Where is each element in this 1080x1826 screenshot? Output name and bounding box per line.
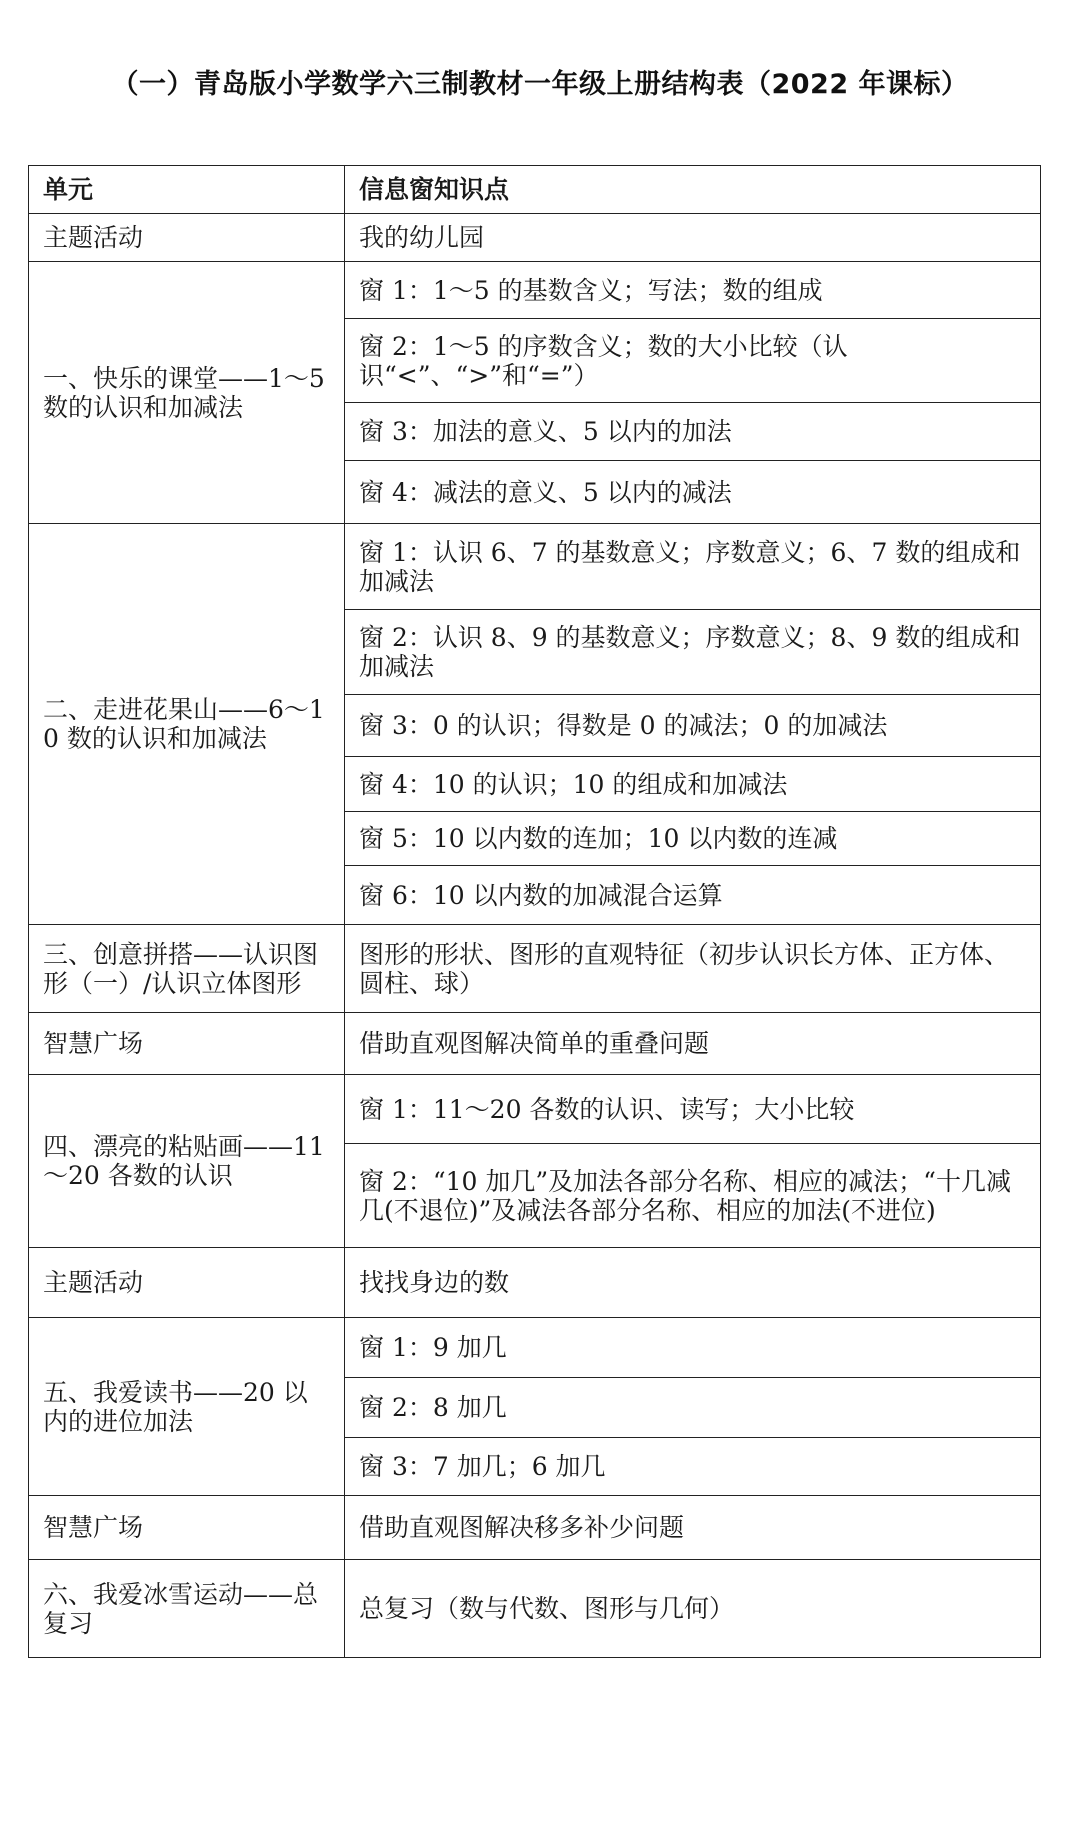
header-unit: 单元 <box>29 166 345 214</box>
unit-cell: 四、漂亮的粘贴画——11～20 各数的认识 <box>29 1075 345 1248</box>
knowledge-cell: 找找身边的数 <box>345 1248 1041 1318</box>
unit-cell: 智慧广场 <box>29 1013 345 1075</box>
unit-cell: 三、创意拼搭——认识图形（一）/认识立体图形 <box>29 925 345 1013</box>
table-row <box>29 1013 1041 1075</box>
knowledge-cell: 窗 6：10 以内数的加减混合运算 <box>345 866 1041 925</box>
knowledge-cell: 窗 2：“10 加几”及加法各部分名称、相应的减法；“十几减几(不退位)”及减法各部分名称、相应的加法(不进位) <box>345 1144 1041 1248</box>
knowledge-cell: 窗 3：7 加几；6 加几 <box>345 1438 1041 1496</box>
unit-cell: 主题活动 <box>29 1248 345 1318</box>
table-header-row <box>29 166 1041 214</box>
table-row <box>29 1560 1041 1658</box>
knowledge-cell: 窗 1：1～5 的基数含义；写法；数的组成 <box>345 262 1041 319</box>
unit-cell: 一、快乐的课堂——1～5 数的认识和加减法 <box>29 262 345 524</box>
knowledge-cell: 借助直观图解决简单的重叠问题 <box>345 1013 1041 1075</box>
knowledge-cell: 窗 1：11～20 各数的认识、读写；大小比较 <box>345 1075 1041 1144</box>
knowledge-cell: 总复习（数与代数、图形与几何） <box>345 1560 1041 1658</box>
knowledge-cell: 窗 4：减法的意义、5 以内的减法 <box>345 461 1041 524</box>
knowledge-cell: 窗 5：10 以内数的连加；10 以内数的连减 <box>345 812 1041 866</box>
knowledge-cell: 窗 1：9 加几 <box>345 1318 1041 1378</box>
knowledge-cell: 窗 3：加法的意义、5 以内的加法 <box>345 403 1041 461</box>
structure-table <box>28 165 1041 1658</box>
table-row <box>29 524 1041 610</box>
unit-cell: 五、我爱读书——20 以内的进位加法 <box>29 1318 345 1496</box>
unit-cell: 智慧广场 <box>29 1496 345 1560</box>
unit-cell: 二、走进花果山——6～10 数的认识和加减法 <box>29 524 345 925</box>
table-row <box>29 1075 1041 1144</box>
knowledge-cell: 窗 2：1～5 的序数含义；数的大小比较（认识“<”、“>”和“=”） <box>345 319 1041 403</box>
table-row <box>29 925 1041 1013</box>
knowledge-cell: 窗 1：认识 6、7 的基数意义；序数意义；6、7 数的组成和加减法 <box>345 524 1041 610</box>
knowledge-cell: 窗 3：0 的认识；得数是 0 的减法；0 的加减法 <box>345 695 1041 757</box>
knowledge-cell: 窗 2：8 加几 <box>345 1378 1041 1438</box>
table-row <box>29 214 1041 262</box>
knowledge-cell: 窗 2：认识 8、9 的基数意义；序数意义；8、9 数的组成和加减法 <box>345 610 1041 695</box>
knowledge-cell: 借助直观图解决移多补少问题 <box>345 1496 1041 1560</box>
table-row <box>29 1496 1041 1560</box>
unit-cell: 主题活动 <box>29 214 345 262</box>
knowledge-cell: 我的幼儿园 <box>345 214 1041 262</box>
table-row <box>29 1318 1041 1378</box>
table-row <box>29 262 1041 319</box>
table-row <box>29 1248 1041 1318</box>
document-title: （一）青岛版小学数学六三制教材一年级上册结构表（2022 年课标） <box>111 69 969 100</box>
header-knowledge: 信息窗知识点 <box>345 166 1041 214</box>
knowledge-cell: 窗 4：10 的认识；10 的组成和加减法 <box>345 757 1041 812</box>
knowledge-cell: 图形的形状、图形的直观特征（初步认识长方体、正方体、圆柱、球） <box>345 925 1041 1013</box>
unit-cell: 六、我爱冰雪运动——总复习 <box>29 1560 345 1658</box>
